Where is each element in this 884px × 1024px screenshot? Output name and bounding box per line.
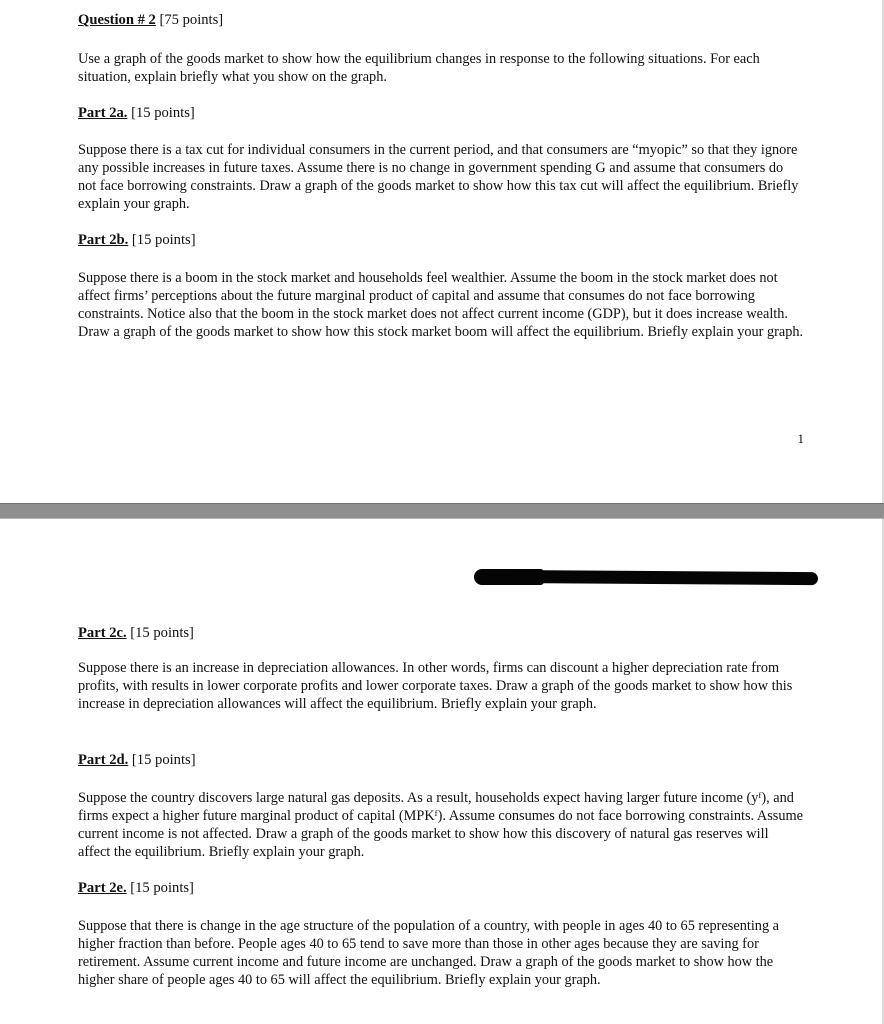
part-2c-points: [15 points] [126, 625, 194, 641]
question-points: [75 points] [155, 12, 224, 28]
question-label: Question # 2 [78, 12, 156, 28]
redaction-mark [480, 570, 818, 585]
part-2d-body [78, 789, 804, 861]
part-2c-text: Suppose there is an increase in depreciation allowances. In other words, firms can discount a higher depreciation rate from profits, with results in lower corporate profits and lower corporate taxes. Draw a graph of the goods market to show how this increase in depreciation allowances will affect the equilibrium. Briefly explain your graph. [78, 660, 793, 712]
part-2c-heading [78, 624, 804, 642]
part-2e-label: Part 2e. [78, 880, 127, 896]
part-2b-label: Part 2b. [78, 232, 129, 248]
question-heading [78, 11, 804, 29]
part-2a-points: [15 points] [127, 105, 195, 121]
part-2a-label: Part 2a. [78, 105, 128, 121]
part-2e-body [78, 917, 804, 989]
question-intro [78, 50, 804, 86]
part-2e-heading [78, 879, 804, 897]
part-2a-text: Suppose there is a tax cut for individual consumers in the current period, and that consumers are “myopic” so that they ignore any possible increases in future taxes. Assume there is no change in government spending G and assume that consumers do not face borrowing constraints. Draw a graph of the goods market to show how this tax cut will affect the equilibrium. Briefly explain your graph. [78, 142, 799, 212]
part-2a-body [78, 141, 804, 213]
part-2d-label: Part 2d. [78, 752, 129, 768]
document-page-2 [0, 519, 884, 1024]
page-separator [0, 503, 884, 519]
page-number: 1 [797, 431, 804, 446]
part-2d-heading [78, 751, 804, 769]
part-2c-label: Part 2c. [78, 625, 127, 641]
part-2b-body [78, 269, 804, 341]
part-2c-body [78, 659, 804, 713]
part-2d-points: [15 points] [128, 752, 196, 768]
part-2e-points: [15 points] [126, 880, 194, 896]
document-page-1 [0, 0, 884, 503]
part-2b-heading [78, 231, 804, 249]
part-2d-text: Suppose the country discovers large natural gas deposits. As a result, households expect having larger future income (yᶠ), and firms expect a higher future marginal product of capital (MPKᶠ). Assume consumes do not face borrowing constraints. Assume current income is not affected. Draw a graph of the goods market to show how this discovery of natural gas reserves will affect the equilibrium. Briefly explain your graph. [78, 790, 803, 860]
part-2a-heading [78, 104, 804, 122]
intro-text: Use a graph of the goods market to show how the equilibrium changes in response to the following situations. For each situation, explain briefly what you show on the graph. [78, 51, 760, 85]
part-2b-text: Suppose there is a boom in the stock market and households feel wealthier. Assume the boom in the stock market does not affect firms’ perceptions about the future marginal product of capital and assume that consumes do not face borrowing constraints. Notice also that the boom in the stock market does not affect current income (GDP), but it does increase wealth. Draw a graph of the goods market to show how this stock market boom will affect the equilibrium. Briefly explain your graph. [78, 270, 804, 340]
part-2e-text: Suppose that there is change in the age structure of the population of a country, with people in ages 40 to 65 representing a higher fraction than before. People ages 40 to 65 tend to save more than those in other ages because they are saving for retirement. Assume current income and future income are unchanged. Draw a graph of the goods market to show how the higher share of people ages 40 to 65 will affect the equilibrium. Briefly explain your graph. [78, 918, 780, 988]
part-2b-points: [15 points] [128, 232, 196, 248]
